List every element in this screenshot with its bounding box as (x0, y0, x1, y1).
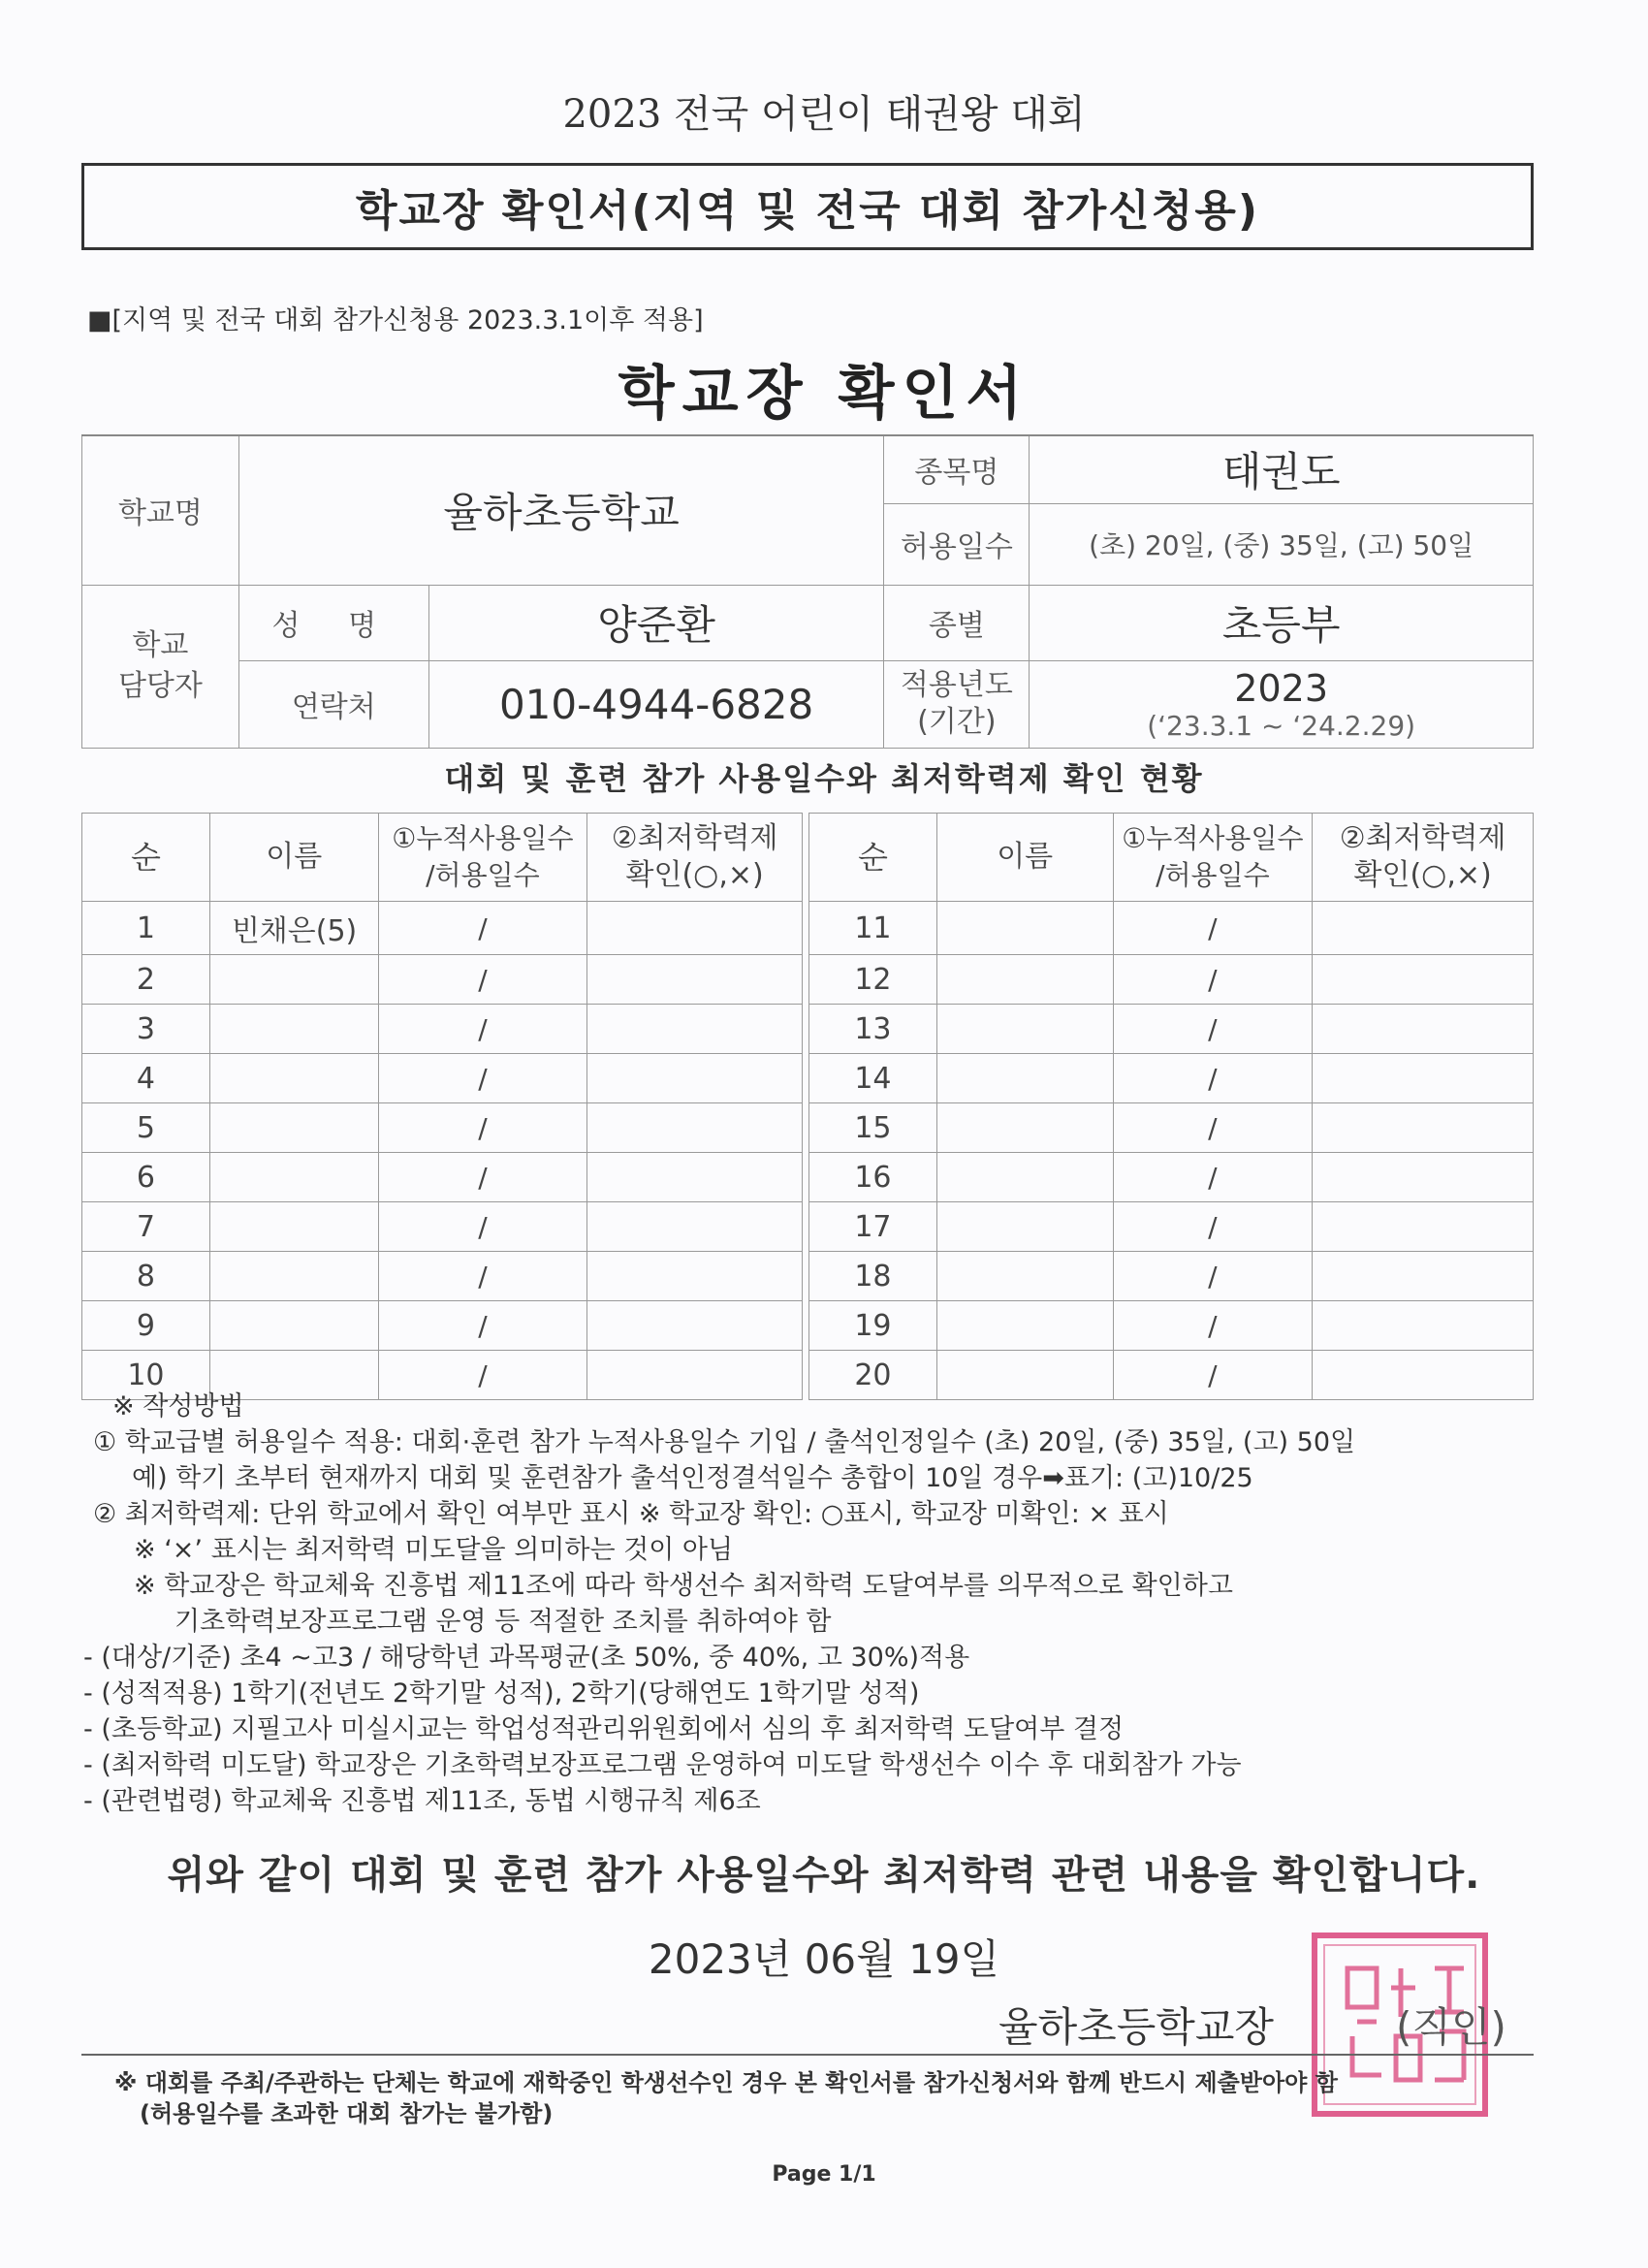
seal-label: (직인) (1396, 2003, 1506, 2051)
instruction-line: - (대상/기준) 초4 ~고3 / 해당학년 과목평균(초 50%, 중 40%, 고 30%)적용 (83, 1643, 970, 1673)
roster-row (82, 1252, 803, 1301)
academic-check-cell (1313, 1054, 1534, 1103)
confirmation-statement: 위와 같이 대회 및 훈련 참가 사용일수와 최저학력 관련 내용을 확인합니다. (167, 1853, 1481, 1898)
academic-check-cell (1313, 1301, 1534, 1351)
athlete-name (209, 1301, 378, 1351)
year-label: 적용년도 (기간) (884, 660, 1030, 748)
roster-row (82, 1005, 803, 1054)
instruction-line: 예) 학기 초부터 현재까지 대회 및 훈련참가 출석인정결석일수 총합이 10일 경우➡표기: (고)10/25 (132, 1463, 1253, 1493)
athlete-name (209, 1054, 378, 1103)
instruction-line: ② 최저학력제: 단위 학교에서 확인 여부만 표시 ※ 학교장 확인: ○표시, 학교장 미확인: × 표시 (93, 1499, 1169, 1529)
athlete-name (936, 1252, 1113, 1301)
roster-table-left (81, 813, 803, 1400)
row-number: 15 (809, 1103, 937, 1153)
division-label: 종별 (884, 585, 1030, 660)
days-used-cell: / (1113, 1054, 1313, 1103)
writing-instructions (83, 1389, 1547, 1819)
academic-check-cell (1313, 1202, 1534, 1252)
col-header-academic: ②최저학력제 확인(○,×) (1313, 814, 1534, 902)
col-header-days: ①누적사용일수 /허용일수 (378, 814, 587, 902)
days-used-cell: / (1113, 1252, 1313, 1301)
sport-label: 종목명 (884, 435, 1030, 503)
academic-check-cell (587, 902, 803, 955)
days-used-cell: / (378, 1202, 587, 1252)
contact-label: 연락처 (238, 660, 428, 748)
days-used-cell: / (378, 1301, 587, 1351)
instruction-line: 기초학력보장프로그램 운영 등 적절한 조치를 취하여야 함 (174, 1607, 832, 1637)
instruction-line: ※ ‘×’ 표시는 최저학력 미도달을 의미하는 것이 아님 (134, 1535, 734, 1565)
days-used-cell: / (378, 1005, 587, 1054)
division-value: 초등부 (1030, 585, 1534, 660)
athlete-name (936, 1054, 1113, 1103)
academic-check-cell (587, 1103, 803, 1153)
athlete-name (936, 955, 1113, 1005)
roster-row (82, 1301, 803, 1351)
form-title: 학교장 확인서 (618, 360, 1030, 428)
days-used-cell: / (1113, 1301, 1313, 1351)
instruction-line: - (최저학력 미도달) 학교장은 기초학력보장프로그램 운영하여 미도달 학생선수 이수 후 대회참가 가능 (83, 1750, 1242, 1780)
days-used-cell: / (378, 1351, 587, 1400)
athlete-name (936, 1005, 1113, 1054)
roster-row (809, 1301, 1534, 1351)
principal-signature-line: 율하초등학교장 (998, 2003, 1275, 2051)
manager-name-label: 성 명 (238, 585, 428, 660)
academic-check-cell (587, 1005, 803, 1054)
application-notice: ■[지역 및 전국 대회 참가신청용 2023.3.1이후 적용] (87, 305, 704, 335)
footnote-line: ※ 대회를 주최/주관하는 단체는 학교에 재학중인 학생선수인 경우 본 확인서를 참가신청서와 함께 반드시 제출받아야 함 (114, 2069, 1338, 2096)
row-number: 20 (809, 1351, 937, 1400)
academic-check-cell (1313, 1153, 1534, 1202)
athlete-name: 빈채은(5) (209, 902, 378, 955)
row-number: 14 (809, 1054, 937, 1103)
manager-name: 양준환 (428, 585, 884, 660)
row-number: 17 (809, 1202, 937, 1252)
col-header-name: 이름 (936, 814, 1113, 902)
days-used-cell: / (378, 1153, 587, 1202)
days-used-cell: / (378, 955, 587, 1005)
athlete-name (936, 1202, 1113, 1252)
footer-divider (81, 2054, 1534, 2056)
athlete-name (209, 1103, 378, 1153)
instruction-line: ① 학교급별 허용일수 적용: 대회·훈련 참가 누적사용일수 기입 / 출석인정일수 (초) 20일, (중) 35일, (고) 50일 (93, 1427, 1356, 1457)
school-name: 율하초등학교 (238, 435, 884, 585)
roster-table-right (808, 813, 1534, 1400)
athlete-name (209, 955, 378, 1005)
roster-row (82, 902, 803, 955)
footnote (114, 2067, 1539, 2129)
document-title: 학교장 확인서(지역 및 전국 대회 참가신청용) (356, 186, 1259, 236)
academic-check-cell (1313, 1103, 1534, 1153)
row-number: 5 (82, 1103, 210, 1153)
col-header-name: 이름 (209, 814, 378, 902)
academic-check-cell (587, 1153, 803, 1202)
row-number: 12 (809, 955, 937, 1005)
instruction-line: - (성적적용) 1학기(전년도 2학기말 성적), 2학기(당해연도 1학기말 성적) (83, 1678, 920, 1709)
academic-check-cell (1313, 1005, 1534, 1054)
col-header-academic: ②최저학력제 확인(○,×) (587, 814, 803, 902)
allowed-days-label: 허용일수 (884, 503, 1030, 585)
athlete-name (209, 1252, 378, 1301)
academic-check-cell (587, 1301, 803, 1351)
row-number: 4 (82, 1054, 210, 1103)
academic-check-cell (587, 1252, 803, 1301)
roster-row (809, 1153, 1534, 1202)
roster-row (82, 1202, 803, 1252)
roster-row (809, 1202, 1534, 1252)
col-header-days: ①누적사용일수 /허용일수 (1113, 814, 1313, 902)
days-used-cell: / (378, 1103, 587, 1153)
row-number: 1 (82, 902, 210, 955)
col-header-num: 순 (82, 814, 210, 902)
row-number: 11 (809, 902, 937, 955)
document-title-box (81, 163, 1534, 250)
athlete-name (209, 1153, 378, 1202)
footnote-line: (허용일수를 초과한 대회 참가는 불가함) (140, 2100, 554, 2127)
col-header-num: 순 (809, 814, 937, 902)
row-number: 19 (809, 1301, 937, 1351)
row-number: 10 (82, 1351, 210, 1400)
athlete-name (936, 1153, 1113, 1202)
info-table (81, 434, 1534, 749)
roster-row (809, 1103, 1534, 1153)
roster-row (809, 1054, 1534, 1103)
days-used-cell: / (1113, 955, 1313, 1005)
roster-row (82, 1054, 803, 1103)
year-cell (1030, 660, 1534, 748)
days-used-cell: / (1113, 1153, 1313, 1202)
instructions-heading: ※ 작성방법 (112, 1391, 244, 1421)
days-used-cell: / (378, 1054, 587, 1103)
contact-value: 010-4944-6828 (428, 660, 884, 748)
athlete-name (936, 902, 1113, 955)
roster-row (82, 1103, 803, 1153)
row-number: 9 (82, 1301, 210, 1351)
roster-row (82, 1153, 803, 1202)
row-number: 18 (809, 1252, 937, 1301)
row-number: 2 (82, 955, 210, 1005)
row-number: 16 (809, 1153, 937, 1202)
days-used-cell: / (1113, 1103, 1313, 1153)
roster-row (809, 902, 1534, 955)
row-number: 3 (82, 1005, 210, 1054)
manager-label: 학교 담당자 (82, 585, 239, 748)
academic-check-cell (1313, 902, 1534, 955)
athlete-name (936, 1301, 1113, 1351)
allowed-days-value: (초) 20일, (중) 35일, (고) 50일 (1030, 503, 1534, 585)
roster-row (82, 955, 803, 1005)
days-used-cell: / (1113, 1351, 1313, 1400)
page-number: Page 1/1 (772, 2162, 876, 2187)
athlete-name (209, 1005, 378, 1054)
period-value: (‘23.3.1 ~ ‘24.2.29) (1147, 709, 1416, 742)
row-number: 7 (82, 1202, 210, 1252)
event-title: 2023 전국 어린이 태권왕 대회 (562, 92, 1086, 137)
days-used-cell: / (378, 902, 587, 955)
academic-check-cell (587, 1202, 803, 1252)
roster-row (809, 1252, 1534, 1301)
days-used-cell: / (1113, 1202, 1313, 1252)
academic-check-cell (1313, 955, 1534, 1005)
academic-check-cell (587, 1054, 803, 1103)
row-number: 6 (82, 1153, 210, 1202)
roster-row (809, 955, 1534, 1005)
days-used-cell: / (1113, 1005, 1313, 1054)
instruction-line: - (관련법령) 학교체육 진흥법 제11조, 동법 시행규칙 제6조 (83, 1786, 761, 1816)
status-title: 대회 및 훈련 참가 사용일수와 최저학력제 확인 현황 (444, 760, 1204, 797)
school-label: 학교명 (82, 435, 239, 585)
roster-row (809, 1005, 1534, 1054)
athlete-name (936, 1103, 1113, 1153)
row-number: 8 (82, 1252, 210, 1301)
instruction-line: ※ 학교장은 학교체육 진흥법 제11조에 따라 학생선수 최저학력 도달여부를 의무적으로 확인하고 (134, 1571, 1233, 1601)
year-value: 2023 (1234, 666, 1329, 710)
row-number: 13 (809, 1005, 937, 1054)
days-used-cell: / (378, 1252, 587, 1301)
instruction-line: - (초등학교) 지필고사 미실시교는 학업성적관리위원회에서 심의 후 최저학력 도달여부 결정 (83, 1714, 1125, 1744)
academic-check-cell (587, 955, 803, 1005)
days-used-cell: / (1113, 902, 1313, 955)
academic-check-cell (1313, 1252, 1534, 1301)
athlete-name (209, 1202, 378, 1252)
sport-value: 태권도 (1030, 435, 1534, 503)
document-date: 2023년 06월 19일 (648, 1935, 1000, 1983)
